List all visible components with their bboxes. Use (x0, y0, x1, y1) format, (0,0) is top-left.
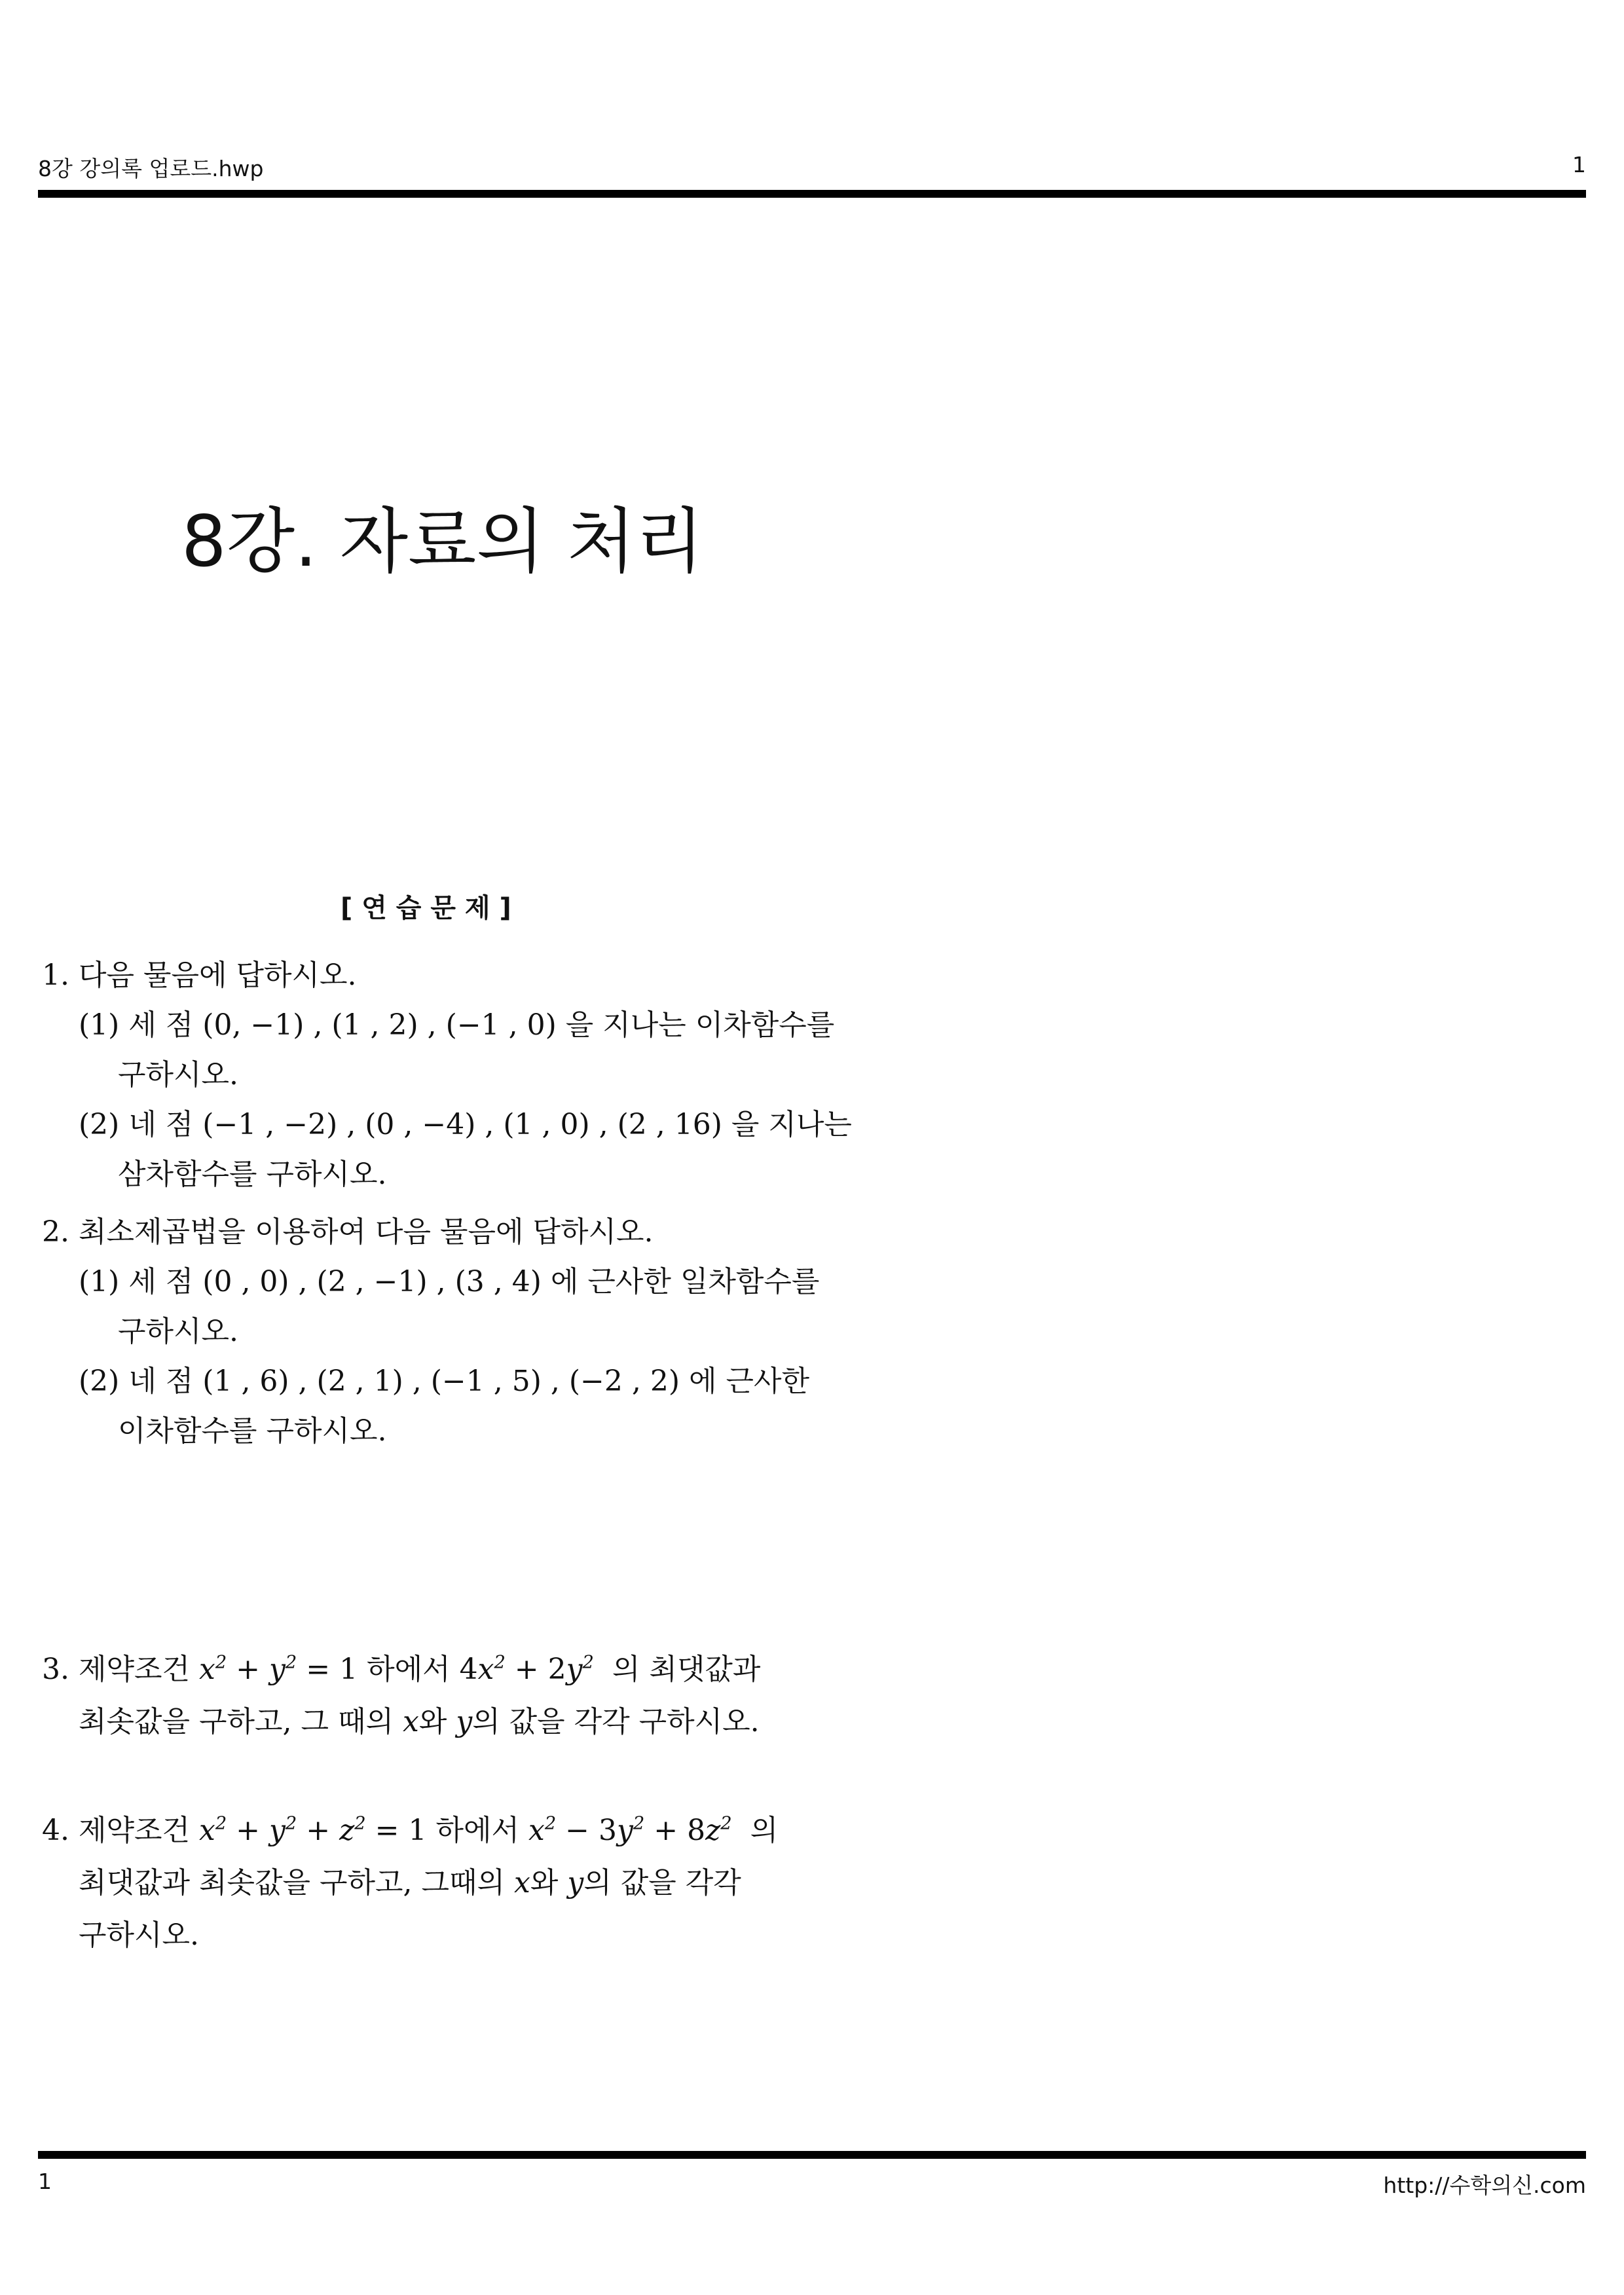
problem-2-stem: 2. 최소제곱법을 이용하여 다음 물음에 답하시오. (42, 1215, 654, 1249)
problem-1-part-2: (2) 네 점 (−1 , −2) , (0 , −4) , (1 , 0) , (2 , 16) 을 지나는 (79, 1108, 852, 1141)
section-heading: [ 연 습 문 제 ] (341, 893, 511, 923)
problem-4-line-2a: 최댓값과 최솟값을 구하고, 그때의 (79, 1866, 505, 1900)
footer-url: http://수학의신.com (1383, 2173, 1586, 2198)
problem-4-line-2c: 의 값을 각각 (583, 1866, 741, 1900)
problem-3-line-1 (42, 1650, 760, 1689)
problem-3-var-y: y (456, 1705, 473, 1738)
problem-4-constraint: $x^2 + y^2 + z^2 = 1$ (199, 1813, 427, 1847)
problem-4-objective: $x^2 - 3y^2 + 8z^2$ (528, 1813, 732, 1847)
problem-4-word-2: 하에서 (435, 1814, 519, 1847)
problem-4-line-3: 구하시오. (79, 1919, 200, 1952)
problem-4-number: 4. (42, 1814, 69, 1847)
problem-1-part-1-cont: 구하시오. (118, 1058, 239, 1092)
problem-4-line-2b: 와 (530, 1866, 559, 1900)
problem-3-number: 3. (42, 1653, 69, 1686)
problem-3-constraint: $x^2 + y^2 = 1$ (199, 1652, 358, 1686)
problem-1-part-1: (1) 세 점 (0, −1) , (1 , 2) , (−1 , 0) 을 지나는 이차함수를 (79, 1008, 835, 1042)
problem-1-stem: 1. 다음 물음에 답하시오. (42, 959, 357, 992)
problem-2-part-2-cont: 이차함수를 구하시오. (118, 1414, 387, 1448)
problem-3-line-2b: 와 (418, 1705, 447, 1738)
problem-3-var-x: x (402, 1705, 419, 1738)
problem-3-word-2: 하에서 (367, 1653, 451, 1686)
problem-4-var-y: y (567, 1866, 584, 1900)
problem-3-word-3: 의 최댓값과 (612, 1653, 761, 1686)
problem-1-part-2-cont: 삼차함수를 구하시오. (118, 1158, 387, 1191)
problem-2-part-1: (1) 세 점 (0 , 0) , (2 , −1) , (3 , 4) 에 근사한 일차함수를 (79, 1265, 820, 1298)
problem-3-line-2 (79, 1702, 760, 1742)
problem-3-word-1: 제약조건 (78, 1653, 190, 1686)
header-page-number: 1 (1572, 152, 1586, 177)
problem-2-part-2: (2) 네 점 (1 , 6) , (2 , 1) , (−1 , 5) , (−2 , 2) 에 근사한 (79, 1365, 810, 1398)
footer-page-number: 1 (38, 2169, 52, 2194)
problem-2-part-1-cont: 구하시오. (118, 1315, 239, 1348)
problem-3-line-2a: 최솟값을 구하고, 그 때의 (79, 1705, 394, 1738)
problem-4-line-2 (79, 1864, 741, 1903)
header-filename: 8강 강의록 업로드.hwp (38, 156, 264, 181)
problem-3-objective: $4x^2 + 2y^2$ (459, 1652, 594, 1686)
problem-4-word-3: 의 (750, 1814, 779, 1847)
page-title: 8강. 자료의 처리 (181, 501, 704, 583)
problem-4-word-1: 제약조건 (78, 1814, 190, 1847)
footer-rule (38, 2151, 1586, 2159)
header-rule (38, 190, 1586, 198)
problem-3-line-2c: 의 값을 각각 구하시오. (472, 1705, 760, 1738)
problem-4-var-x: x (514, 1866, 530, 1900)
problem-4-line-1 (42, 1811, 778, 1850)
